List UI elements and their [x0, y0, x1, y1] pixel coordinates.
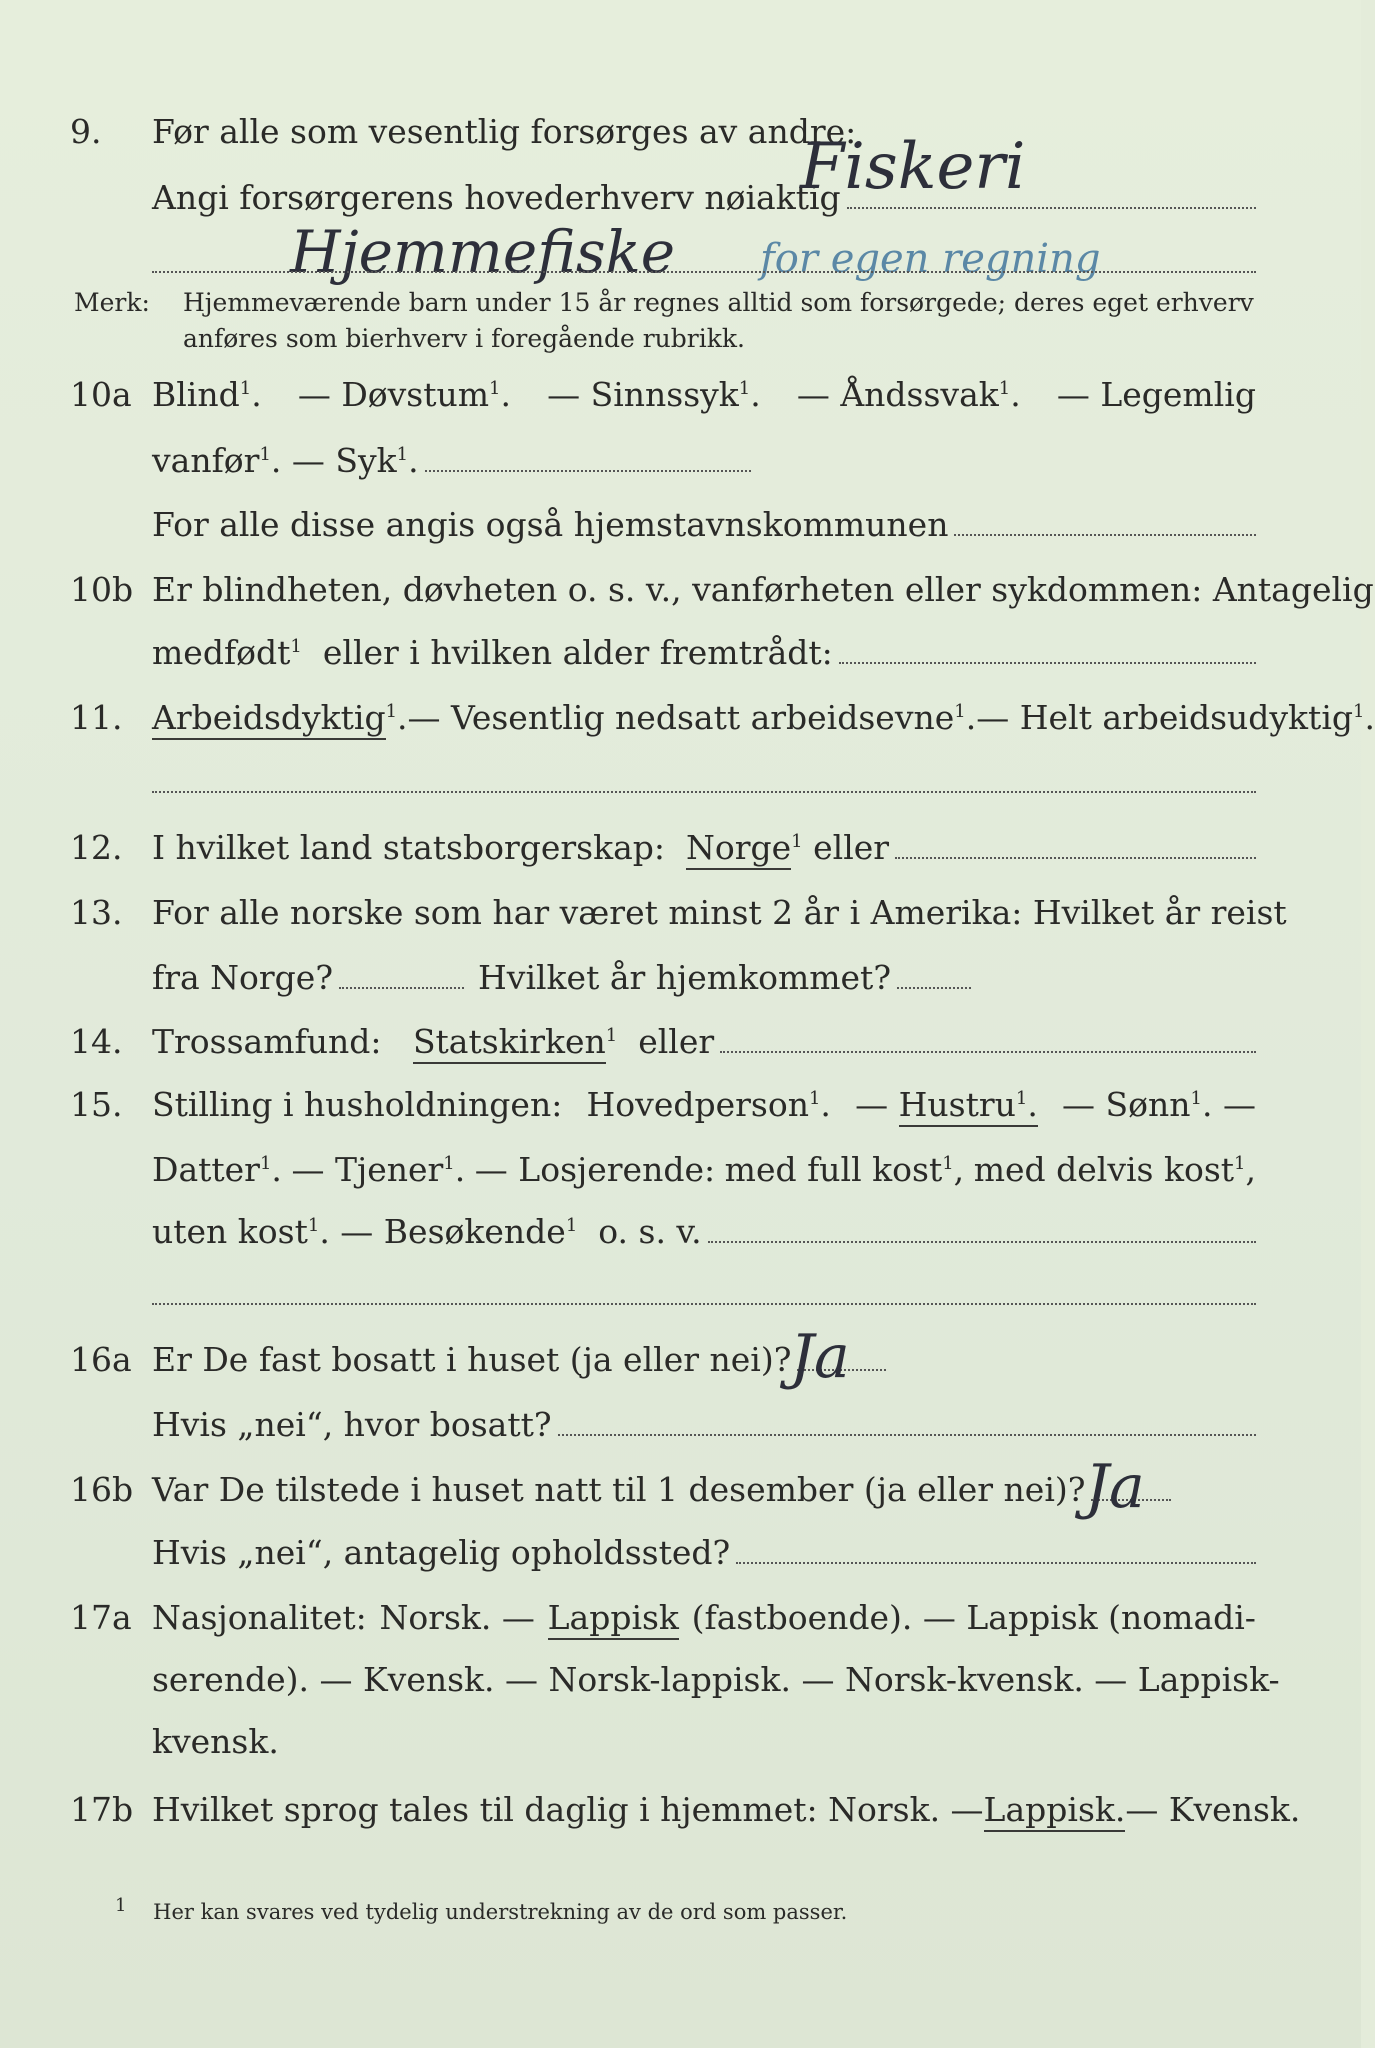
q10a-opt-dovstum[interactable]: — Døvstum$^1$. [297, 375, 511, 414]
q14-opt-statskirken[interactable]: Statskirken$^1$ [413, 1022, 617, 1061]
q13-reist-line[interactable] [339, 986, 464, 989]
q14-eller: eller [638, 1022, 715, 1061]
footnote [115, 1895, 847, 1924]
q15-opt-uten-kost[interactable]: uten kost$^1$. [152, 1212, 341, 1251]
q10a-number: 10a [70, 375, 132, 414]
q16b-line1 [152, 1470, 1171, 1509]
q10a-hjemstavn-prompt: For alle disse angis også hjemstavnskommunen [152, 505, 949, 544]
q9-prompt: Angi forsørgerens hovederhverv nøiaktig [152, 178, 841, 217]
q12-line1 [152, 828, 1256, 867]
q10b-line1: Er blindheten, døvheten o. s. v., vanførheten eller sykdommen: Antagelig [152, 570, 1374, 609]
q15-opt-hovedperson[interactable]: Hovedperson$^1$. [586, 1085, 831, 1124]
q11-answer-line[interactable] [152, 790, 1256, 793]
q15-opt-datter[interactable]: Datter$^1$. [152, 1150, 282, 1189]
q14-prompt: Trossamfund: [152, 1022, 382, 1061]
q11-line1 [152, 698, 1375, 737]
q15-number: 15. [70, 1085, 123, 1124]
q15-opt-hustru[interactable]: — Hustru$^1$. [855, 1085, 1038, 1124]
q13-line1: For alle norske som har været minst 2 år i Amerika: Hvilket år reist [152, 893, 1287, 932]
q10a-line3 [152, 505, 1256, 544]
q16b-opphold-line[interactable] [736, 1561, 1256, 1564]
q15-osv: o. s. v. [598, 1212, 702, 1251]
q15-answer-line[interactable] [708, 1240, 1256, 1243]
q14-line1 [152, 1022, 1256, 1061]
q17a-prompt: Nasjonalitet: [152, 1598, 367, 1637]
q17a-opt-rest: (fastboende). — Lappisk (nomadi- [691, 1598, 1256, 1637]
q14-number: 14. [70, 1022, 123, 1061]
q9-handwritten-detail: Hjemmefiske [290, 218, 676, 286]
merk-label: Merk: [74, 288, 150, 317]
q9-number: 9. [70, 112, 102, 151]
q16b-opphold-prompt: Hvis „nei“, antagelig opholdssted? [152, 1533, 731, 1572]
q13-number: 13. [70, 893, 123, 932]
q16a-handwritten-answer: Ja [790, 1322, 850, 1392]
q10a-line1 [152, 375, 1256, 414]
q15-opt-sonn[interactable]: — Sønn$^1$. — [1062, 1085, 1256, 1124]
footnote-text: Her kan svares ved tydelig understrekning av de ord som passer. [153, 1900, 848, 1924]
q15-opt-full-kost[interactable]: med full kost$^1$, [724, 1150, 965, 1189]
q14-answer-line[interactable] [720, 1050, 1256, 1053]
q16a-bosatt-line[interactable] [558, 1433, 1256, 1436]
q17a-opt-norsk[interactable]: Norsk. — [379, 1598, 535, 1637]
q16a-bosatt-prompt: Hvis „nei“, hvor bosatt? [152, 1405, 552, 1444]
q10b-opt-medfodt[interactable]: medfødt$^1$ [152, 633, 302, 672]
q12-number: 12. [70, 828, 123, 867]
q11-opt-nedsatt[interactable]: — Vesentlig nedsatt arbeidsevne$^1$. [407, 698, 977, 737]
q10a-opt-andssvak[interactable]: — Åndssvak$^1$. [796, 375, 1021, 414]
q15-line2 [152, 1150, 1256, 1189]
q16a-line2 [152, 1405, 1256, 1444]
q17b-prompt: Hvilket sprog tales til daglig i hjemmet: Norsk. — [152, 1790, 984, 1829]
q16a-line1 [152, 1340, 886, 1379]
q17a-line2: serende). — Kvensk. — Norsk-lappisk. — Norsk-kvensk. — Lappisk- [152, 1660, 1280, 1699]
q15-line1 [152, 1085, 1256, 1124]
q12-eller: eller [813, 828, 890, 867]
q12-opt-norge[interactable]: Norge$^1$ [686, 828, 803, 867]
q10b-prompt: eller i hvilken alder fremtrådt: [322, 633, 833, 672]
q17a-line3: kvensk. [152, 1722, 279, 1761]
q17b-opt-lappisk[interactable]: Lappisk. [984, 1790, 1126, 1832]
footnote-mark: 1 [115, 1895, 127, 1916]
q10a-opt-blind[interactable]: Blind$^1$. [152, 375, 262, 414]
q17a-opt-lappisk[interactable]: Lappisk [548, 1598, 679, 1640]
q17b-line1 [152, 1790, 1301, 1832]
q16a-prompt: Er De fast bosatt i huset (ja eller nei)? [152, 1340, 792, 1379]
q11-number: 11. [70, 698, 123, 737]
q17b-opt-kvensk[interactable]: — Kvensk. [1125, 1790, 1301, 1829]
q17a-line1 [152, 1598, 1256, 1640]
q10b-answer-line[interactable] [839, 661, 1256, 664]
q12-prompt: I hvilket land statsborgerskap: [152, 828, 666, 867]
q15-opt-losjerende[interactable]: — Losjerende: [474, 1150, 716, 1189]
q15-prompt: Stilling i husholdningen: [152, 1085, 563, 1124]
q10a-hjemstavn-line[interactable] [954, 533, 1256, 536]
q16a-number: 16a [70, 1340, 132, 1379]
q10a-syk-line[interactable] [425, 469, 751, 472]
q10a-opt-legemlig[interactable]: — Legemlig [1056, 375, 1256, 414]
q9-handwritten-occupation: Fiskeri [800, 130, 1026, 204]
q10b-line2 [152, 633, 1256, 672]
q15-opt-delvis-kost[interactable]: med delvis kost$^1$, [973, 1150, 1256, 1189]
q13-hjemkommet-prompt: Hvilket år hjemkommet? [478, 958, 892, 997]
q13-line2 [152, 958, 971, 997]
q13-hjemkommet-line[interactable] [897, 986, 971, 989]
q10a-opt-sinnssyk[interactable]: — Sinnssyk$^1$. [547, 375, 761, 414]
merk-line1: Hjemmeværende barn under 15 år regnes alltid som forsørgede; deres eget erhverv [183, 288, 1254, 317]
merk-line2: anføres som bierhverv i foregående rubrikk. [183, 324, 745, 353]
q16b-line2 [152, 1533, 1256, 1572]
q10a-opt-syk[interactable]: — Syk$^1$. [291, 441, 419, 480]
q16b-prompt: Var De tilstede i huset natt til 1 desember (ja eller nei)? [152, 1470, 1086, 1509]
q9-answer-line[interactable] [847, 206, 1256, 209]
q9-handwritten-note: for egen regning [760, 236, 1101, 282]
q15-opt-tjener[interactable]: — Tjener$^1$. [291, 1150, 466, 1189]
q9-line1 [152, 112, 1256, 151]
q17a-number: 17a [70, 1598, 132, 1637]
q10a-opt-vanfor[interactable]: vanfør$^1$. [152, 441, 292, 480]
q15-answer-line2[interactable] [152, 1302, 1256, 1305]
q16b-handwritten-answer: Ja [1085, 1452, 1145, 1522]
q13-reist-prompt: fra Norge? [152, 958, 334, 997]
q11-opt-arbeidsdyktig[interactable]: Arbeidsdyktig$^1$. [152, 698, 408, 737]
q10b-number: 10b [70, 570, 134, 609]
q9-line2 [152, 178, 1256, 217]
q15-line3 [152, 1212, 1256, 1251]
q10a-line2 [152, 441, 751, 480]
q17b-number: 17b [70, 1790, 134, 1829]
q11-opt-udyktig[interactable]: — Helt arbeidsudyktig$^1$. [976, 698, 1375, 737]
q12-answer-line[interactable] [895, 856, 1256, 859]
q9-answer-line2[interactable] [152, 270, 1256, 273]
q16b-number: 16b [70, 1470, 134, 1509]
q9-question: Før alle som vesentlig forsørges av andre: [152, 112, 857, 151]
q15-opt-besokende[interactable]: — Besøkende$^1$ [340, 1212, 578, 1251]
